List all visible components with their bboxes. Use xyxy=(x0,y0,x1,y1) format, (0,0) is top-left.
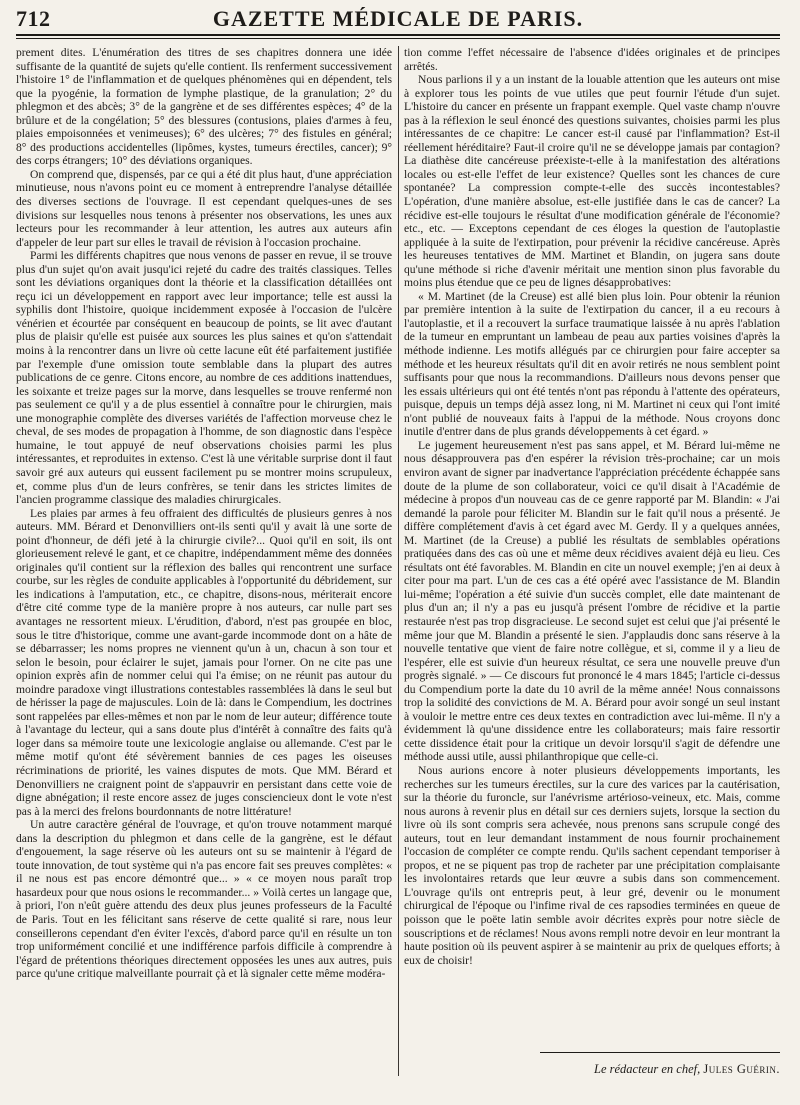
column-divider xyxy=(398,46,399,1076)
left-column xyxy=(16,46,392,1046)
paragraph: Parmi les différents chapitres que nous venons de passer en revue, il se trouve plus d'un sujet qu'on avait jusqu'ici rejeté du cadre des traités classiques. Telles sont les déviations organiques dont la théorie et la classification détaillées ont reçu ici un développement en rapport avec leur importance; telle est aussi la syphilis dont l'histoire, quoique incidemment exposée à l'occasion de l'ulcère vénérien et écourtée par conséquent en beaucoup de points, se lit avec d'autant plus de plaisir qu'elle est puisée aux sources les plus saines et qu'on s'attendait moins à la rencontrer dans un livre où cette lacune eût été parfaitement justifiée par l'exemple d'une omission toute semblable dans la plupart des autres publications de ce genre. Citons encore, au nombre de ces additions inattendues, les soixante et treize pages sur la morve, dans lesquelles se trouve renfermé non pas seulement ce qu'il y a de plus essentiel à connaître pour le chirurgien, mais une monographie complète des diverses variétés de l'affection morveuse chez le cheval, de ses modes de propagation à l'homme, de son diagnostic dans l'espèce humaine, le tout appuyé de neuf observations choisies parmi les plus intéressantes, et reproduites in extenso. C'est là une véritable surprise dont il faut savoir gré aux auteurs qui eussent facilement pu se montrer moins scrupuleux, et, comme plus d'un de leurs confrères, se tenir dans les strictes limites de l'ancien programme classique des maladies chirurgicales. xyxy=(16,249,392,507)
right-column xyxy=(404,46,780,1046)
header-rule-thin xyxy=(16,38,780,39)
paragraph: prement dites. L'énumération des titres de ses chapitres donnera une idée suffisante de la quantité de sujets qu'elle contient. Ils renferment successivement l'histoire 1° de l'inflammation et de quelques phénomènes qui en dépendent, tels que la pyogénie, la formation de lymphe plastique, de la granulation; 2° du phlegmon et des abcès; 3° de la gangrène et de ses différentes espèces; 4° de la brûlure et de la congélation; 5° des blessures (contusions, plaies d'armes à feu, plaies empoisonnées et venimeuses); 6° des ulcères; 7° des fistules en général; 8° des productions accidentelles (lipômes, kystes, tumeurs érectiles, cancer); 9° des corps étrangers; 10° des déviations organiques. xyxy=(16,46,392,168)
paragraph: Le jugement heureusement n'est pas sans appel, et M. Bérard lui-même ne nous désapprouvera pas d'en espérer la révision très-prochaine; car un mois environ avant de signer par inadvertance l'appréciation précédente échappée sans doute de la plume de son collaborateur, voici ce qu'il disait à l'Académie de médecine à propos d'un nouveau cas de ce genre rapporté par M. Blandin: « J'ai demandé la parole pour féliciter M. Blandin sur le fait qu'il nous a présenté. Je diffère complétement d'avis à cet égard avec M. Gerdy. Il y a quelques années, M. Martinet (de la Creuse) a publié les résultats de semblables opérations pratiquées dans des cas où une et même deux récidives avaient déjà eu lieu. Ces résultats ont été favorables. M. Blandin en cite un nouvel exemple; j'en ai deux à citer pour ma part. L'un de ces cas a été opéré avec l'assistance de M. Blandin lui-même; l'opération a été suivie d'un succès complet, elle date maintenant de plus d'un an; il n'y a pas eu jusqu'à présent l'ombre de récidive et la partie restaurée n'est pas trop disgracieuse. Le second sujet est celui que j'ai présenté le même jour que M. Blandin a présenté le sien. J'applaudis donc sans réserve à la nouvelle tentative que vient de faire notre collègue, et si, comme il y a lieu de l'espérer, elle est suivie d'un heureux résultat, ce sera une nouvelle preuve d'un progrès signalé. » — Ce discours fut prononcé le 4 mars 1845; l'article ci-dessus du Compendium porte la date du 10 avril de la même année! Nous connaissons trop la solidité des convictions de M. A. Bérard pour avoir songé un seul instant à vouloir le mettre entre ces deux textes en contradiction avec lui-même. Il n'y a évidemment là qu'une dissidence entre les collaborateurs; mais faire ressortir cette dissidence était pour la critique un devoir lorsqu'il s'agit de défendre une méthode aussi utile, aussi philanthropique que celle-ci. xyxy=(404,438,780,764)
quoted-paragraph: « M. Martinet (de la Creuse) est allé bien plus loin. Pour obtenir la réunion par première intention à la suite de l'extirpation du cancer, il a eu recours à l'autoplastie, et il a recouvert la surface traumatique laissée à nu après l'ablation de la tumeur en empruntant un lambeau de peau aux parties voisines d'après la méthode indienne. Les motifs allégués par ce chirurgien pour faire accepter sa méthode et les heureux résultats qu'il dit en avoir retirés ne nous semblent point suffisants pour que nous la recommandions. D'ailleurs nous devons penser que les essais ultérieurs qui ont été tentés n'ont pas répondu à l'attente des opérateurs, puisque, depuis un temps déjà assez long, ni M. Martinet ni ceux qui l'ont imité n'ont publié de nouveaux faits à l'appui de la méthode. Nous croyons donc inutile d'entrer dans de plus grands développements à cet égard. » xyxy=(404,289,780,439)
signature-name: Jules Guérin. xyxy=(703,1062,780,1076)
paragraph: Nous aurions encore à noter plusieurs développements importants, les recherches sur les tumeurs érectiles, sur la cure des varices par la cautérisation, sur la théorie du furoncle, sur l'anévrisme artérioso-veineux, etc. Mais, comme nous aurons à revenir plus en détail sur ces derniers sujets, lorsque la section du livre où ils sont compris sera achevée, nous prenons sans scrupule congé des auteurs, tout en leur demandant instamment de nous fournir prochainement l'occasion de compléter ce compte rendu. Qu'ils sachent cependant temporiser à propos, et ne se piquent pas trop de racheter par une précipitation complaisante les involontaires retards que leur œuvre a subis dans son commencement. L'ouvrage qu'ils ont entrepris peut, à leur gré, devenir ou le monument chirurgical de l'époque ou l'infime rival de ces rapsodies terminées en queue de poisson que le poëte latin semble avoir décrites exprès pour notre siècle de souscriptions et de réclames! Nous avons rempli notre devoir en leur montrant la haute position où ils peuvent aspirer à se maintenir au prix de quelques efforts; à eux de choisir! xyxy=(404,763,780,967)
signature xyxy=(404,1062,780,1077)
page-number: 712 xyxy=(16,6,51,31)
signature-role: Le rédacteur en chef, xyxy=(594,1062,701,1076)
paragraph: On comprend que, dispensés, par ce qui a été dit plus haut, d'une appréciation minutieuse, nous n'avons point eu ce moment à entreprendre l'analyse détaillée des diverses sections de l'ouvrage. Il est cependant quelques-unes de ses divisions sur lesquelles nous tenons à présenter nos observations, les unes aux lecteurs pour les recommander à leur attention, les autres aux auteurs afin d'appeler de leur part sur elles le travail de révision à l'occasion prochaine. xyxy=(16,167,392,249)
paragraph: tion comme l'effet nécessaire de l'absence d'idées originales et de principes arrêtés. xyxy=(404,46,780,73)
page-header xyxy=(16,4,780,34)
paragraph: Nous parlions il y a un instant de la louable attention que les auteurs ont mise à explorer tous les points de vue utiles que peut fournir l'étude d'un sujet. L'histoire du cancer en présente un frappant exemple. Quel vaste champ n'ouvre pas à la réflexion le seul énoncé des questions suivantes, choisies parmi les plus intéressantes de ce chapitre: Le cancer est-il causé par l'inflammation? Est-il réellement héréditaire? Faut-il croire qu'il ne se développe jamais par contagion? La diathèse dite cancéreuse préexiste-t-elle à la manifestation des altérations locales ou est-elle l'effet de leur existence? Quelles sont les chances de cure spontanée? La compression compte-t-elle des succès incontestables? L'opération, d'une manière absolue, est-elle justifiée dans le cas de cancer? La récidive est-elle toujours le résultat d'une modification générale de l'économie? etc., etc. — Exceptons cependant de ces éloges la question de l'autoplastie appliquée à la suite de l'extirpation, pour prévenir la récidive cancéreuse. Après les heureuses tentatives de MM. Martinet et Blandin, on jugera sans doute qu'une méthode si riche d'avenir méritait une mention sinon plus favorable du moins plus étendue que ce peu de lignes désapprobatives: xyxy=(404,73,780,290)
journal-title: GAZETTE MÉDICALE DE PARIS. xyxy=(212,6,584,31)
signature-rule xyxy=(540,1052,780,1053)
paragraph: Les plaies par armes à feu offraient des difficultés de plusieurs genres à nos auteurs. MM. Bérard et Denonvilliers ont-ils senti qu'il y avait là une sorte de point d'honneur, de défi jeté à la chirurgie civile?... Quoi qu'il en soit, ils ont glorieusement relevé le gant, et ce chapitre, indépendamment même des données originales qu'il contient sur la réflexion des balles qui rencontrent une surface courbe, sur les règles de conduite applicables à l'opportunité du débridement, sur les indications à l'amputation, etc., ce chapitre, disons-nous, mériterait encore d'être cité comme type de la manière propre à nos auteurs, car nulle part ses avantages ne ressortent mieux. L'érudition, d'abord, n'est pas groupée en bloc, sous le titre d'historique, comme une avant-garde incommode dont on a hâte de se débarrasser; les noms propres ne viennent qu'un à un, chacun à son tour et selon le besoin, pour éclairer le sujet, jamais pour l'orner. On ne cite pas une opinion exprès afin de nommer celui qui l'a émise; on ne réunit pas autour du moindre paradoxe vingt illustrations contestables rassemblées là dans le seul but de hérisser la page de majuscules. Loin de là: dans le Compendium, les doctrines sont rappelées par elles-mêmes et non par le nom de leur auteur; différence toute à l'avantage du lecteur, qui a sans doute plus d'intérêt à connaître des faits qu'à loger dans sa mémoire toute une lexicologie anglaise ou allemande. C'est par le même motif qu'ont été sévèrement bannies de ces pages les oiseuses récriminations de priorité, les vaines disputes de mots. Que MM. Bérard et Denonvilliers ne craignent point de s'appauvrir en persistant dans cette voie de digne abnégation; il reste encore assez de juges consciencieux dont le vote n'est pas à la merci des frelons bourdonnants de notre littérature! xyxy=(16,506,392,818)
paragraph: Un autre caractère général de l'ouvrage, et qu'on trouve notamment marqué dans la description du phlegmon et dans celle de la gangrène, est le défaut d'engouement, la sage réserve où les auteurs ont su se maintenir à l'égard de toute innovation, de tout système qui n'a pas encore fait ses preuves complètes: « il ne nous est pas encore démontré que... » « ce moyen nous paraît trop hasardeux pour que nous osions le recommander... » Voilà certes un langage que, à priori, l'on n'eût guère attendu des deux plus jeunes professeurs de la Faculté de Paris. Tout en les félicitant sans réserve de cette qualité si rare, nous leur conseillerons cependant d'en éviter l'excès, d'abord parce qu'il en résulte un ton trop uniformément concilié et une indifférence parfois difficile à comprendre à l'égard de prétentions théoriques directement opposées les unes aux autres, puis parce qu'une critique malveillante pourrait çà et là signaler cette même modéra- xyxy=(16,818,392,981)
header-rule xyxy=(16,34,780,36)
